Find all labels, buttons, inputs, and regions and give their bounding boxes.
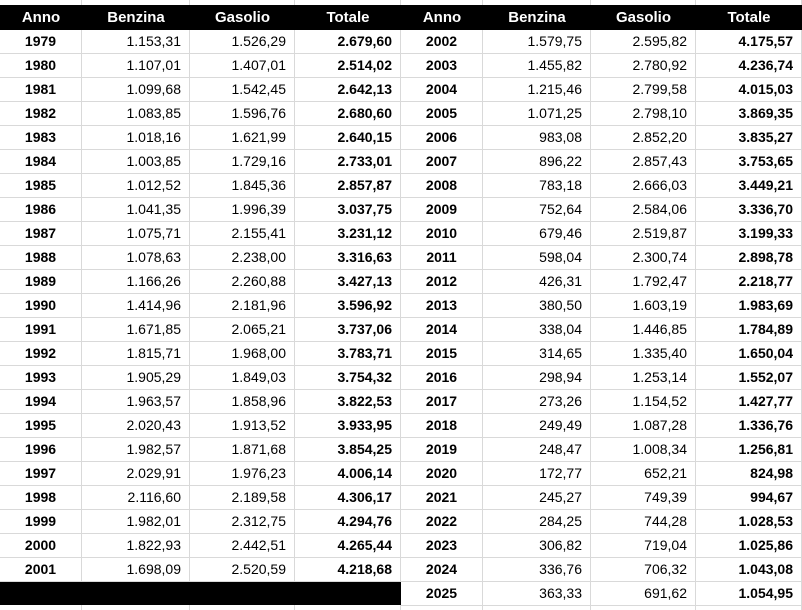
gasolio-cell[interactable]: 2.155,41: [190, 222, 295, 246]
benzina-cell[interactable]: 1.078,63: [82, 246, 190, 270]
header-row: [0, 5, 401, 30]
totale-cell[interactable]: 2.218,77: [696, 270, 802, 294]
benzina-cell[interactable]: 752,64: [483, 198, 591, 222]
table-row: [0, 198, 401, 222]
table-row: [401, 126, 802, 150]
totale-cell[interactable]: 3.449,21: [696, 174, 802, 198]
gasolio-cell[interactable]: 749,39: [591, 486, 696, 510]
benzina-cell[interactable]: 245,27: [483, 486, 591, 510]
gasolio-cell[interactable]: 2.260,88: [190, 270, 295, 294]
totale-cell[interactable]: 2.857,87: [295, 174, 401, 198]
table-row: [0, 462, 401, 486]
table-row: [401, 558, 802, 582]
header-gasolio[interactable]: Gasolio: [615, 9, 671, 26]
benzina-cell[interactable]: 679,46: [483, 222, 591, 246]
totale-cell[interactable]: 2.898,78: [696, 246, 802, 270]
benzina-cell[interactable]: 338,04: [483, 318, 591, 342]
year-cell[interactable]: 1982: [0, 102, 82, 126]
gasolio-cell[interactable]: 2.238,00: [190, 246, 295, 270]
gasolio-cell[interactable]: 1.845,36: [190, 174, 295, 198]
totale-cell[interactable]: 1.054,95: [696, 582, 802, 606]
benzina-cell[interactable]: 298,94: [483, 366, 591, 390]
totale-cell[interactable]: 3.783,71: [295, 342, 401, 366]
year-cell[interactable]: 1987: [0, 222, 82, 246]
benzina-cell[interactable]: 249,49: [483, 414, 591, 438]
gasolio-cell[interactable]: 2.065,21: [190, 318, 295, 342]
table-row: [401, 414, 802, 438]
benzina-cell[interactable]: 983,08: [483, 126, 591, 150]
year-cell[interactable]: 2016: [401, 366, 483, 390]
year-cell[interactable]: 1984: [0, 150, 82, 174]
gasolio-cell[interactable]: 1.621,99: [190, 126, 295, 150]
totale-cell[interactable]: 824,98: [696, 462, 802, 486]
header-benzina[interactable]: Benzina: [107, 9, 165, 26]
table-row: [401, 78, 802, 102]
table-row: [0, 270, 401, 294]
table-row: [0, 174, 401, 198]
table-row: [401, 54, 802, 78]
header-totale[interactable]: Totale: [727, 9, 771, 26]
table-row: [401, 366, 802, 390]
year-cell[interactable]: 2020: [401, 462, 483, 486]
year-cell[interactable]: 1979: [0, 30, 82, 54]
year-cell[interactable]: 1997: [0, 462, 82, 486]
header-totale[interactable]: Totale: [326, 9, 370, 26]
totale-cell[interactable]: 1.256,81: [696, 438, 802, 462]
year-cell[interactable]: 1999: [0, 510, 82, 534]
totale-cell[interactable]: 3.933,95: [295, 414, 401, 438]
table-row: [401, 582, 802, 606]
gasolio-cell[interactable]: 1.008,34: [591, 438, 696, 462]
totale-cell[interactable]: 3.037,75: [295, 198, 401, 222]
totale-cell[interactable]: 3.854,25: [295, 438, 401, 462]
gasolio-cell[interactable]: 2.584,06: [591, 198, 696, 222]
totale-cell[interactable]: 4.306,17: [295, 486, 401, 510]
totale-cell[interactable]: 3.316,63: [295, 246, 401, 270]
year-cell[interactable]: 1995: [0, 414, 82, 438]
year-cell[interactable]: 2001: [0, 558, 82, 582]
totale-cell[interactable]: 2.679,60: [295, 30, 401, 54]
table-row: [401, 174, 802, 198]
gasolio-cell[interactable]: 1.335,40: [591, 342, 696, 366]
gasolio-cell[interactable]: 1.526,29: [190, 30, 295, 54]
table-row: [0, 30, 401, 54]
header-anno[interactable]: Anno: [422, 9, 462, 26]
totale-cell[interactable]: 1.650,04: [696, 342, 802, 366]
benzina-cell[interactable]: 1.012,52: [82, 174, 190, 198]
totale-cell[interactable]: 4.294,76: [295, 510, 401, 534]
year-cell[interactable]: 1985: [0, 174, 82, 198]
year-cell[interactable]: 2008: [401, 174, 483, 198]
benzina-cell[interactable]: 1.414,96: [82, 294, 190, 318]
year-cell[interactable]: 2024: [401, 558, 483, 582]
benzina-cell[interactable]: 1.822,93: [82, 534, 190, 558]
gasolio-cell[interactable]: 1.446,85: [591, 318, 696, 342]
table-row: [0, 342, 401, 366]
year-cell[interactable]: 2009: [401, 198, 483, 222]
gasolio-cell[interactable]: 2.857,43: [591, 150, 696, 174]
year-cell[interactable]: 2018: [401, 414, 483, 438]
grid-divider: [190, 605, 295, 610]
totale-cell[interactable]: 4.175,57: [696, 30, 802, 54]
year-cell[interactable]: 2014: [401, 318, 483, 342]
table-row: [0, 126, 401, 150]
table-row: [0, 318, 401, 342]
gasolio-cell[interactable]: 1.976,23: [190, 462, 295, 486]
gasolio-cell[interactable]: 1.087,28: [591, 414, 696, 438]
gasolio-cell[interactable]: 1.968,00: [190, 342, 295, 366]
gasolio-cell[interactable]: 2.852,20: [591, 126, 696, 150]
totale-cell[interactable]: 1.552,07: [696, 366, 802, 390]
table-row: [401, 270, 802, 294]
benzina-cell[interactable]: 1.099,68: [82, 78, 190, 102]
year-cell[interactable]: 2011: [401, 246, 483, 270]
totale-cell[interactable]: 3.336,70: [696, 198, 802, 222]
grid-divider: [401, 606, 483, 610]
gasolio-cell[interactable]: 2.798,10: [591, 102, 696, 126]
table-row: [401, 198, 802, 222]
benzina-cell[interactable]: 1.075,71: [82, 222, 190, 246]
year-cell[interactable]: 1992: [0, 342, 82, 366]
totale-cell[interactable]: 4.218,68: [295, 558, 401, 582]
benzina-cell[interactable]: 1.215,46: [483, 78, 591, 102]
table-row: [401, 462, 802, 486]
year-cell[interactable]: 1983: [0, 126, 82, 150]
year-cell[interactable]: 2017: [401, 390, 483, 414]
totale-cell[interactable]: 1.784,89: [696, 318, 802, 342]
gasolio-cell[interactable]: 1.849,03: [190, 366, 295, 390]
benzina-cell[interactable]: 426,31: [483, 270, 591, 294]
benzina-cell[interactable]: 598,04: [483, 246, 591, 270]
table-row: [401, 318, 802, 342]
totale-cell[interactable]: 3.737,06: [295, 318, 401, 342]
gasolio-cell[interactable]: 744,28: [591, 510, 696, 534]
year-cell[interactable]: 2006: [401, 126, 483, 150]
benzina-cell[interactable]: 380,50: [483, 294, 591, 318]
table-row: [401, 438, 802, 462]
partial-row-bottom-left: [0, 605, 401, 610]
benzina-cell[interactable]: 1.166,26: [82, 270, 190, 294]
table-row: [401, 534, 802, 558]
table-row: [401, 294, 802, 318]
table-row: [0, 366, 401, 390]
benzina-cell[interactable]: 1.003,85: [82, 150, 190, 174]
gasolio-cell[interactable]: 2.300,74: [591, 246, 696, 270]
table-row: [401, 102, 802, 126]
table-row: [401, 510, 802, 534]
table-row: [0, 102, 401, 126]
gasolio-cell[interactable]: 1.603,19: [591, 294, 696, 318]
totale-cell[interactable]: 2.680,60: [295, 102, 401, 126]
year-cell[interactable]: 1980: [0, 54, 82, 78]
gasolio-cell[interactable]: 1.253,14: [591, 366, 696, 390]
totale-cell[interactable]: 3.835,27: [696, 126, 802, 150]
gasolio-cell[interactable]: 2.442,51: [190, 534, 295, 558]
grid-divider: [82, 605, 190, 610]
year-cell[interactable]: 2010: [401, 222, 483, 246]
table-row: [0, 510, 401, 534]
benzina-cell[interactable]: 1.905,29: [82, 366, 190, 390]
totale-cell[interactable]: 1.025,86: [696, 534, 802, 558]
gasolio-cell[interactable]: 691,62: [591, 582, 696, 606]
table-row: [0, 246, 401, 270]
benzina-cell[interactable]: 314,65: [483, 342, 591, 366]
header-row: [401, 5, 802, 30]
totale-cell[interactable]: 3.427,13: [295, 270, 401, 294]
table-row: [401, 246, 802, 270]
totale-cell[interactable]: 1.983,69: [696, 294, 802, 318]
table-row: [0, 78, 401, 102]
table-row: [0, 486, 401, 510]
table-row: [0, 534, 401, 558]
benzina-cell[interactable]: 1.018,16: [82, 126, 190, 150]
gasolio-cell[interactable]: 2.312,75: [190, 510, 295, 534]
benzina-cell[interactable]: 1.815,71: [82, 342, 190, 366]
table-row: [401, 486, 802, 510]
header-anno[interactable]: Anno: [21, 9, 61, 26]
benzina-cell[interactable]: 363,33: [483, 582, 591, 606]
benzina-cell[interactable]: 1.083,85: [82, 102, 190, 126]
gasolio-cell[interactable]: 1.542,45: [190, 78, 295, 102]
benzina-cell[interactable]: 1.982,01: [82, 510, 190, 534]
totale-cell[interactable]: 994,67: [696, 486, 802, 510]
year-cell[interactable]: 2012: [401, 270, 483, 294]
totale-cell[interactable]: 4.236,74: [696, 54, 802, 78]
year-cell[interactable]: 2022: [401, 510, 483, 534]
totale-cell[interactable]: 3.869,35: [696, 102, 802, 126]
year-cell[interactable]: 2025: [401, 582, 483, 606]
benzina-cell[interactable]: 783,18: [483, 174, 591, 198]
gasolio-cell[interactable]: 2.595,82: [591, 30, 696, 54]
benzina-cell[interactable]: 284,25: [483, 510, 591, 534]
grid-divider: [0, 605, 82, 610]
benzina-cell[interactable]: 306,82: [483, 534, 591, 558]
year-cell[interactable]: 2005: [401, 102, 483, 126]
year-cell[interactable]: 2023: [401, 534, 483, 558]
benzina-cell[interactable]: 896,22: [483, 150, 591, 174]
year-cell[interactable]: 2021: [401, 486, 483, 510]
totale-cell[interactable]: 3.231,12: [295, 222, 401, 246]
totale-cell[interactable]: 1.336,76: [696, 414, 802, 438]
grid-divider: [483, 606, 591, 610]
benzina-cell[interactable]: 2.020,43: [82, 414, 190, 438]
year-cell[interactable]: 1996: [0, 438, 82, 462]
benzina-cell[interactable]: 1.071,25: [483, 102, 591, 126]
table-row: [401, 30, 802, 54]
table-row: [0, 150, 401, 174]
gasolio-cell[interactable]: 1.858,96: [190, 390, 295, 414]
table-row: [401, 150, 802, 174]
year-cell[interactable]: 1998: [0, 486, 82, 510]
gasolio-cell[interactable]: 1.596,76: [190, 102, 295, 126]
table-row: [0, 414, 401, 438]
header-gasolio[interactable]: Gasolio: [214, 9, 270, 26]
gasolio-cell[interactable]: 1.913,52: [190, 414, 295, 438]
benzina-cell[interactable]: 1.153,31: [82, 30, 190, 54]
gasolio-cell[interactable]: 2.780,92: [591, 54, 696, 78]
year-cell[interactable]: 2000: [0, 534, 82, 558]
fuel-table-right: [401, 5, 802, 606]
totale-cell[interactable]: 3.596,92: [295, 294, 401, 318]
totale-cell[interactable]: 2.642,13: [295, 78, 401, 102]
totale-cell[interactable]: 3.754,32: [295, 366, 401, 390]
totale-cell[interactable]: 2.514,02: [295, 54, 401, 78]
year-cell[interactable]: 2019: [401, 438, 483, 462]
gasolio-cell[interactable]: 1.792,47: [591, 270, 696, 294]
gasolio-cell[interactable]: 1.996,39: [190, 198, 295, 222]
benzina-cell[interactable]: 2.029,91: [82, 462, 190, 486]
year-cell[interactable]: 2007: [401, 150, 483, 174]
benzina-cell[interactable]: 172,77: [483, 462, 591, 486]
totale-cell[interactable]: 3.753,65: [696, 150, 802, 174]
year-cell[interactable]: 1993: [0, 366, 82, 390]
totale-cell[interactable]: 1.427,77: [696, 390, 802, 414]
gasolio-cell[interactable]: 1.729,16: [190, 150, 295, 174]
year-cell[interactable]: 1981: [0, 78, 82, 102]
benzina-cell[interactable]: 1.963,57: [82, 390, 190, 414]
totale-cell[interactable]: 4.015,03: [696, 78, 802, 102]
benzina-cell[interactable]: 1.982,57: [82, 438, 190, 462]
totale-cell[interactable]: 1.028,53: [696, 510, 802, 534]
benzina-cell[interactable]: 1.107,01: [82, 54, 190, 78]
year-cell[interactable]: 1991: [0, 318, 82, 342]
totale-cell[interactable]: 1.043,08: [696, 558, 802, 582]
gasolio-cell[interactable]: 652,21: [591, 462, 696, 486]
benzina-cell[interactable]: 1.671,85: [82, 318, 190, 342]
year-cell[interactable]: 1988: [0, 246, 82, 270]
benzina-cell[interactable]: 336,76: [483, 558, 591, 582]
fuel-table-left: [0, 5, 401, 582]
year-cell[interactable]: 2004: [401, 78, 483, 102]
benzina-cell[interactable]: 1.698,09: [82, 558, 190, 582]
year-cell[interactable]: 2002: [401, 30, 483, 54]
grid-divider: [591, 606, 696, 610]
table-row: [0, 438, 401, 462]
benzina-cell[interactable]: 273,26: [483, 390, 591, 414]
benzina-cell[interactable]: 1.455,82: [483, 54, 591, 78]
year-cell[interactable]: 1990: [0, 294, 82, 318]
table-row: [0, 222, 401, 246]
table-panel-2002-2025: [401, 0, 802, 610]
table-row: [0, 390, 401, 414]
gasolio-cell[interactable]: 2.189,58: [190, 486, 295, 510]
table-row: [401, 342, 802, 366]
table-row: [401, 390, 802, 414]
header-benzina[interactable]: Benzina: [508, 9, 566, 26]
gasolio-cell[interactable]: 2.520,59: [190, 558, 295, 582]
gasolio-cell[interactable]: 2.666,03: [591, 174, 696, 198]
totale-cell[interactable]: 3.199,33: [696, 222, 802, 246]
gasolio-cell[interactable]: 2.519,87: [591, 222, 696, 246]
gasolio-cell[interactable]: 1.154,52: [591, 390, 696, 414]
benzina-cell[interactable]: 248,47: [483, 438, 591, 462]
year-cell[interactable]: 1986: [0, 198, 82, 222]
gasolio-cell[interactable]: 2.181,96: [190, 294, 295, 318]
filled-black-row: [0, 582, 401, 605]
gasolio-cell[interactable]: 719,04: [591, 534, 696, 558]
totale-cell[interactable]: 2.733,01: [295, 150, 401, 174]
totale-cell[interactable]: 2.640,15: [295, 126, 401, 150]
year-cell[interactable]: 2003: [401, 54, 483, 78]
year-cell[interactable]: 1989: [0, 270, 82, 294]
benzina-cell[interactable]: 1.579,75: [483, 30, 591, 54]
year-cell[interactable]: 2013: [401, 294, 483, 318]
benzina-cell[interactable]: 2.116,60: [82, 486, 190, 510]
gasolio-cell[interactable]: 706,32: [591, 558, 696, 582]
gasolio-cell[interactable]: 1.407,01: [190, 54, 295, 78]
table-row: [0, 54, 401, 78]
totale-cell[interactable]: 4.006,14: [295, 462, 401, 486]
totale-cell[interactable]: 4.265,44: [295, 534, 401, 558]
grid-divider: [696, 606, 802, 610]
totale-cell[interactable]: 3.822,53: [295, 390, 401, 414]
grid-divider: [295, 605, 401, 610]
partial-row-bottom-right: [401, 606, 802, 610]
table-row: [401, 222, 802, 246]
table-row: [0, 558, 401, 582]
gasolio-cell[interactable]: 2.799,58: [591, 78, 696, 102]
benzina-cell[interactable]: 1.041,35: [82, 198, 190, 222]
table-row: [0, 294, 401, 318]
gasolio-cell[interactable]: 1.871,68: [190, 438, 295, 462]
year-cell[interactable]: 2015: [401, 342, 483, 366]
year-cell[interactable]: 1994: [0, 390, 82, 414]
